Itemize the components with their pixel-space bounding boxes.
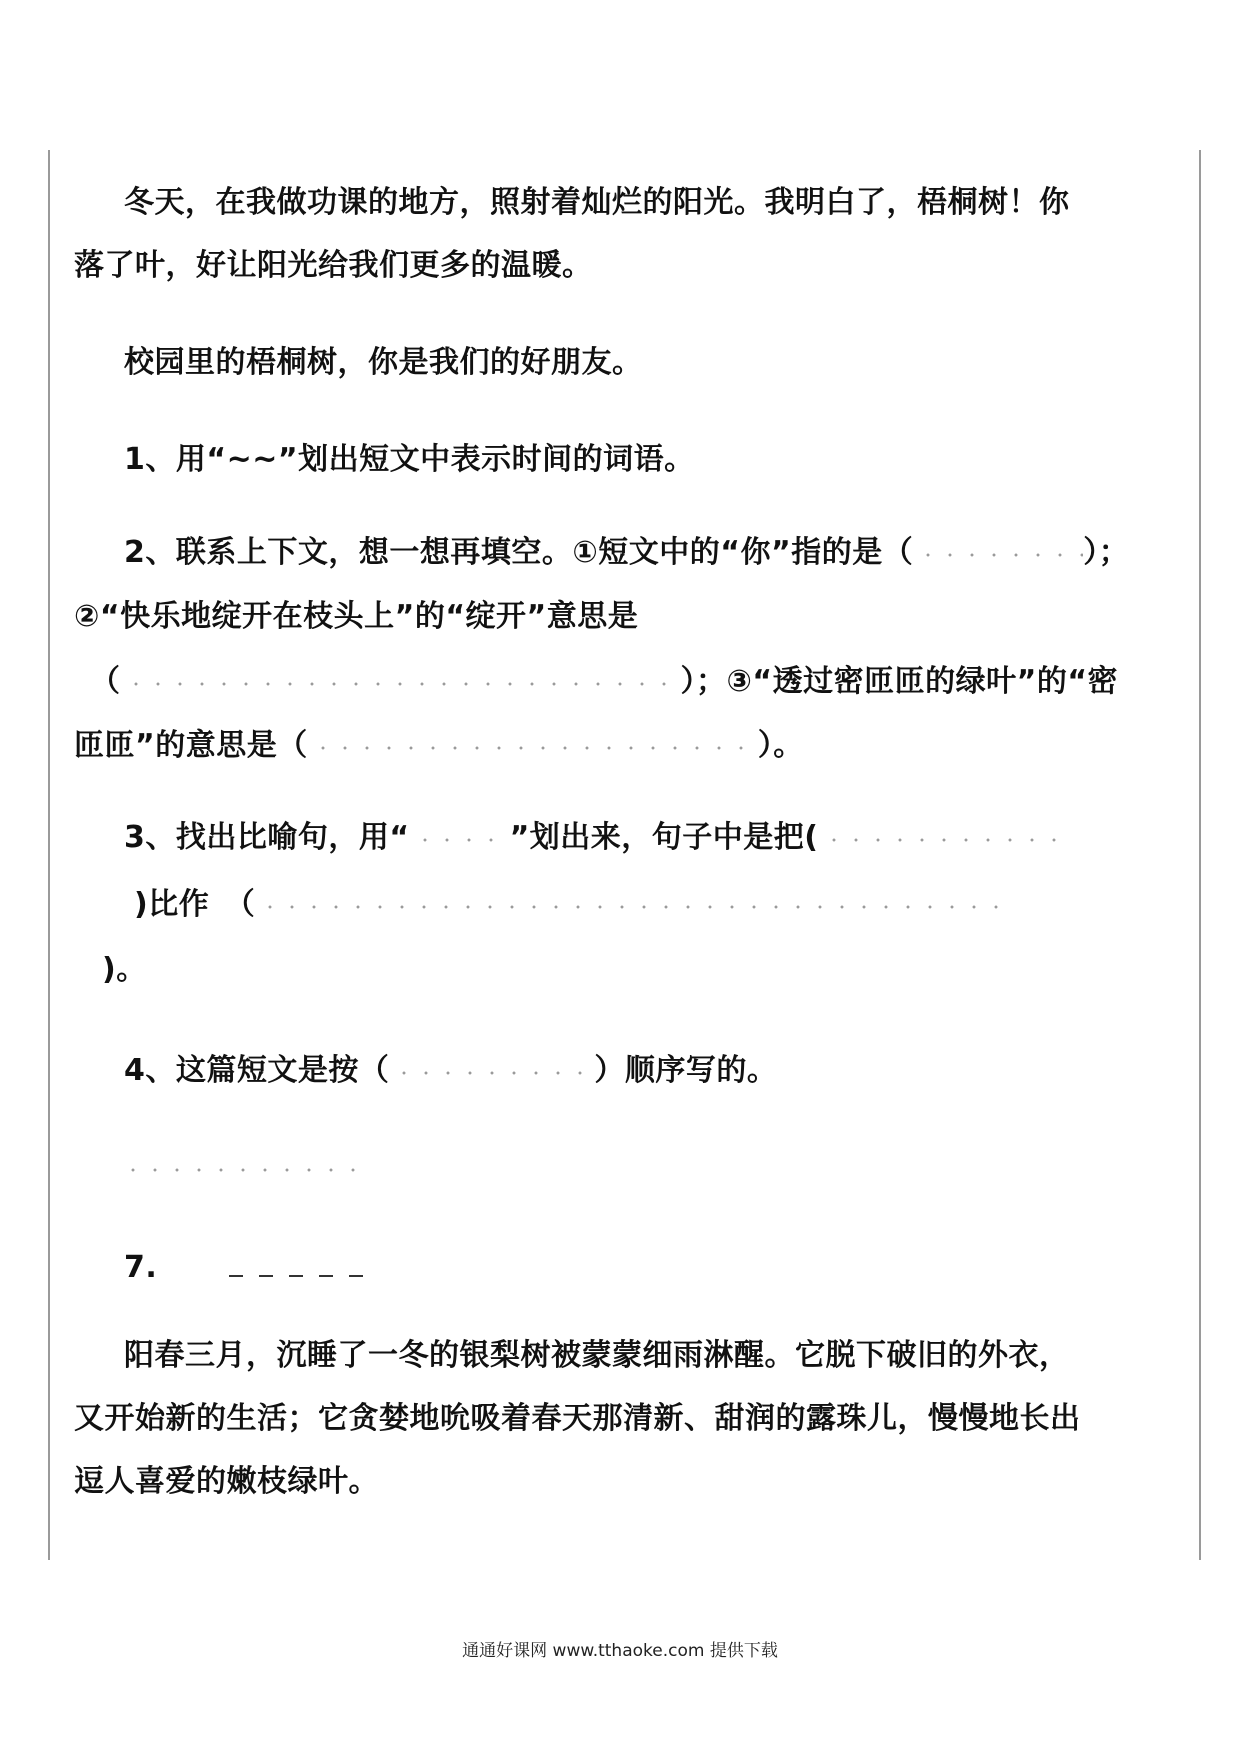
q7-number: 7. bbox=[124, 1250, 158, 1285]
q3-text-a: 3、找出比喻句，用“ bbox=[124, 820, 410, 855]
q2-text-d: 匝匝”的意思是（ bbox=[74, 728, 308, 763]
question-4 bbox=[124, 1051, 777, 1091]
question-7 bbox=[124, 1248, 379, 1288]
answer-blank[interactable] bbox=[255, 888, 1015, 914]
q4-text-b: ）顺序写的。 bbox=[594, 1053, 778, 1088]
question-2-line-3 bbox=[90, 662, 1118, 702]
q2-text-b: ）； bbox=[1083, 535, 1130, 570]
q7-dashed-blank[interactable] bbox=[229, 1251, 379, 1277]
right-margin-line bbox=[1199, 150, 1201, 1560]
q2-text-a: 2、联系上下文，想一想再填空。①短文中的“你”指的是（ bbox=[124, 535, 914, 570]
answer-blank[interactable] bbox=[410, 821, 510, 847]
q2-text-e: ）。 bbox=[757, 728, 804, 763]
passage-2-line-1: 阳春三月，沉睡了一冬的银梨树被蒙蒙细雨淋醒。它脱下破旧的外衣， bbox=[124, 1338, 1070, 1373]
dotted-blank-row bbox=[118, 1148, 358, 1188]
passage-2-line-3: 逗人喜爱的嫩枝绿叶。 bbox=[74, 1464, 379, 1499]
question-2-line-2: ②“快乐地绽开在枝头上”的“绽开”意思是 bbox=[74, 599, 639, 634]
question-2-line-1 bbox=[124, 533, 1129, 573]
paragraph-1-line-1: 冬天，在我做功课的地方，照射着灿烂的阳光。我明白了，梧桐树！你 bbox=[124, 185, 1070, 220]
question-3-line-3: )。 bbox=[102, 952, 147, 987]
footer-source: 通通好课网 www.tthaoke.com 提供下载 bbox=[462, 1641, 778, 1661]
answer-blank[interactable] bbox=[819, 821, 1059, 847]
question-1: 1、用“~~”划出短文中表示时间的词语。 bbox=[124, 442, 695, 477]
question-2-line-4 bbox=[74, 726, 804, 766]
paragraph-1-line-2: 落了叶，好让阳光给我们更多的温暖。 bbox=[74, 248, 593, 283]
q4-text-a: 4、这篇短文是按（ bbox=[124, 1053, 390, 1088]
answer-blank[interactable] bbox=[308, 729, 758, 755]
answer-blank[interactable] bbox=[389, 1054, 594, 1080]
question-3-line-1 bbox=[124, 818, 1059, 858]
answer-blank[interactable] bbox=[121, 665, 681, 691]
q3-text-b: ”划出来，句子中是把( bbox=[509, 820, 819, 855]
answer-blank[interactable] bbox=[118, 1151, 358, 1177]
q3-text-c: )比作 （ bbox=[134, 887, 256, 922]
left-margin-line bbox=[48, 150, 50, 1560]
passage-2-line-2: 又开始新的生活；它贪婪地吮吸着春天那清新、甜润的露珠儿，慢慢地长出 bbox=[74, 1401, 1081, 1436]
paragraph-2: 校园里的梧桐树，你是我们的好朋友。 bbox=[124, 345, 643, 380]
q2-paren-open: （ bbox=[90, 664, 121, 699]
answer-blank[interactable] bbox=[913, 536, 1083, 562]
question-3-line-2 bbox=[134, 885, 1015, 925]
q2-text-c: ）；③“透过密匝匝的绿叶”的“密 bbox=[680, 664, 1119, 699]
